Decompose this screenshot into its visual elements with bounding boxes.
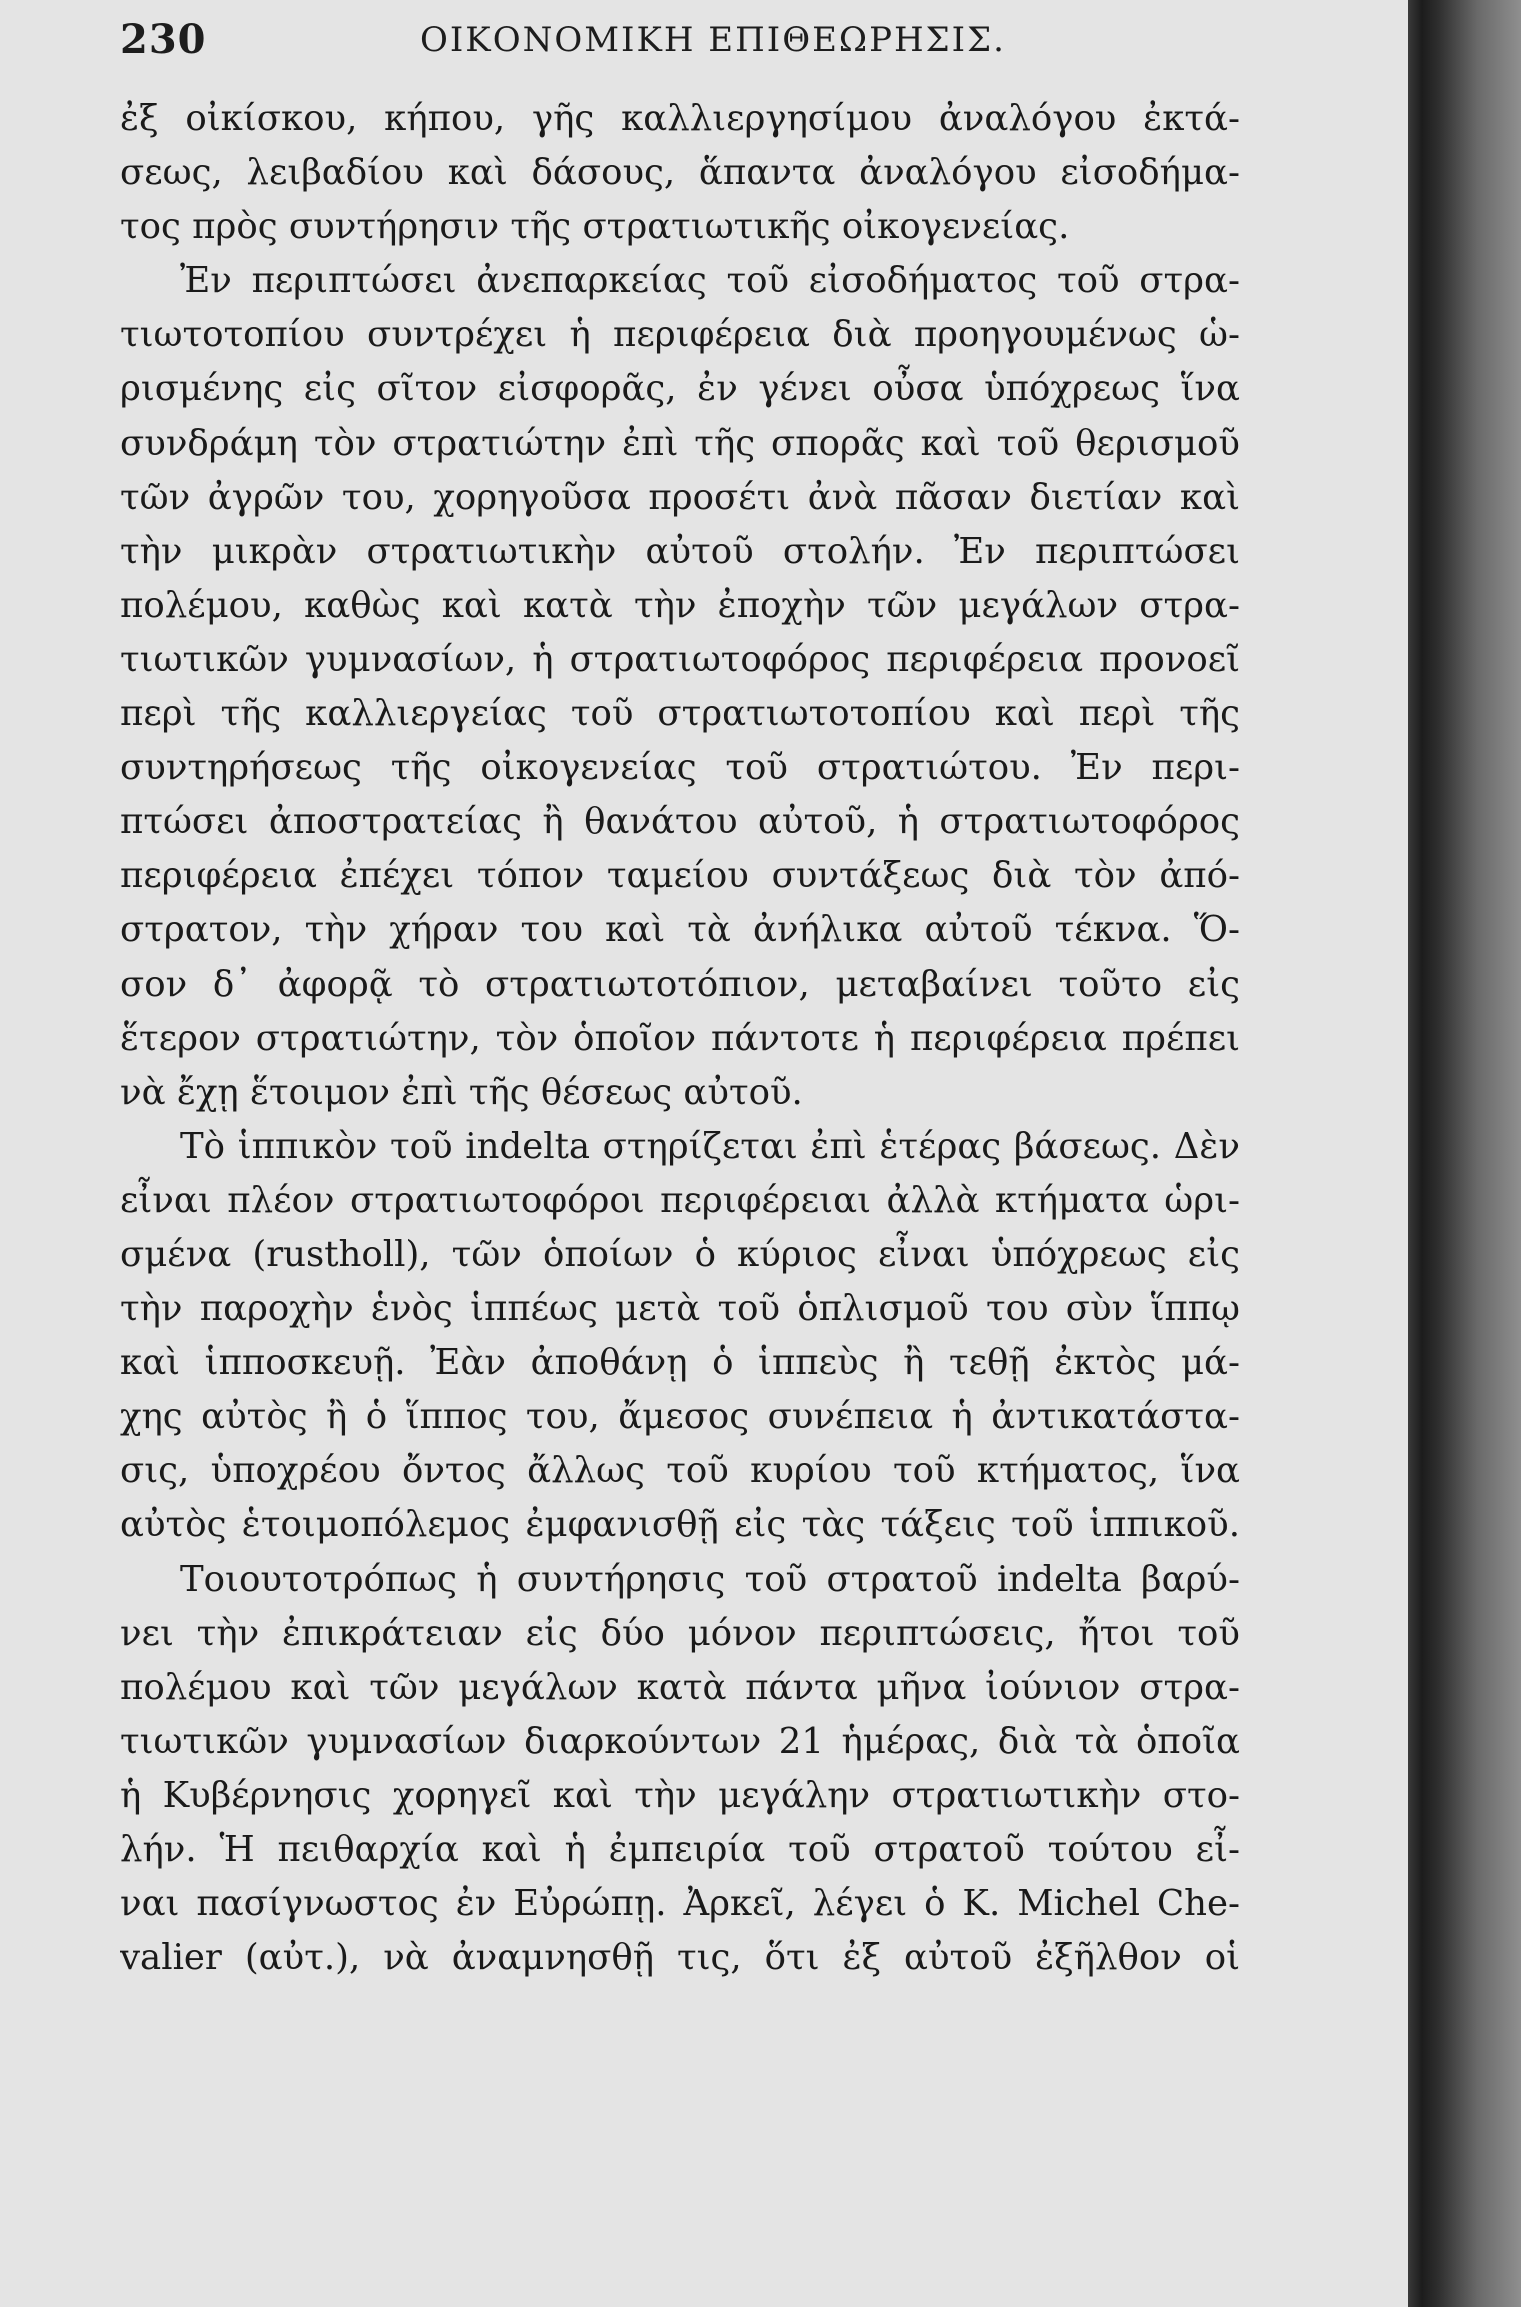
text-line: σμένα (rustholl), τῶν ὁποίων ὁ κύριος εἶναι ὑπόχρεως εἰς (120, 1233, 1240, 1275)
text-line: Ἐν περιπτώσει ἀνεπαρκείας τοῦ εἰσοδήματος τοῦ στρα- (180, 260, 1240, 302)
text-line: τὴν μικρὰν στρατιωτικὴν αὐτοῦ στολήν. Ἐν περιπτώσει (120, 530, 1240, 572)
text-line: valier (αὐτ.), νὰ ἀναμνησθῇ τις, ὅτι ἐξ αὐτοῦ ἐξῆλθον οἱ (120, 1937, 1240, 1979)
text-line: τῶν ἀγρῶν του, χορηγοῦσα προσέτι ἀνὰ πᾶσαν διετίαν καὶ (120, 476, 1240, 518)
text-line: ἡ Κυβέρνησις χορηγεῖ καὶ τὴν μεγάλην στρατιωτικὴν στο- (120, 1774, 1240, 1816)
text-line: ἐξ οἰκίσκου, κήπου, γῆς καλλιεργησίμου ἀναλόγου ἐκτά- (120, 98, 1240, 139)
text-line: ρισμένης εἰς σῖτον εἰσφορᾶς, ἐν γένει οὖσα ὑπόχρεως ἵνα (120, 368, 1240, 410)
book-gutter-shadow (1408, 0, 1521, 2307)
text-line: συνδράμη τὸν στρατιώτην ἐπὶ τῆς σπορᾶς καὶ τοῦ θερισμοῦ (120, 422, 1240, 464)
text-line: Τὸ ἱππικὸν τοῦ indelta στηρίζεται ἐπὶ ἑτέρας βάσεως. Δὲν (180, 1125, 1240, 1167)
page-number: 230 (120, 16, 207, 63)
text-line: συντηρήσεως τῆς οἰκογενείας τοῦ στρατιώτου. Ἐν περι- (120, 747, 1240, 789)
text-line: περὶ τῆς καλλιεργείας τοῦ στρατιωτοτοπίου καὶ περὶ τῆς (120, 693, 1240, 735)
text-line: σις, ὑποχρέου ὄντος ἄλλως τοῦ κυρίου τοῦ κτήματος, ἵνα (120, 1450, 1240, 1492)
running-head: ΟΙΚΟΝΟΜΙΚΗ ΕΠΙΘΕΩΡΗΣΙΣ. (420, 20, 1006, 60)
text-line: στρατον, τὴν χήραν του καὶ τὰ ἀνήλικα αὐτοῦ τέκνα. Ὅ- (120, 909, 1240, 951)
text-line: περιφέρεια ἐπέχει τόπον ταμείου συντάξεως διὰ τὸν ἀπό- (120, 855, 1240, 897)
text-line: σεως, λειβαδίου καὶ δάσους, ἅπαντα ἀναλόγου εἰσοδήμα- (120, 152, 1240, 194)
body-text (120, 92, 1240, 1985)
text-line: νει τὴν ἐπικράτειαν εἰς δύο μόνον περιπτώσεις, ἤτοι τοῦ (120, 1612, 1240, 1654)
text-line: ἕτερον στρατιώτην, τὸν ὁποῖον πάντοτε ἡ περιφέρεια πρέπει (120, 1017, 1240, 1059)
text-line: ναι πασίγνωστος ἐν Εὐρώπῃ. Ἀρκεῖ, λέγει ὁ Κ. Michel Che- (120, 1883, 1240, 1925)
text-line: λήν. Ἡ πειθαρχία καὶ ἡ ἐμπειρία τοῦ στρατοῦ τούτου εἶ- (120, 1829, 1240, 1870)
text-line: τιωτικῶν γυμνασίων διαρκούντων 21 ἡμέρας, διὰ τὰ ὁποῖα (120, 1720, 1240, 1762)
text-line: τιωτικῶν γυμνασίων, ἡ στρατιωτοφόρος περιφέρεια προνοεῖ (120, 638, 1240, 680)
text-line: Τοιουτοτρόπως ἡ συντήρησις τοῦ στρατοῦ indelta βαρύ- (180, 1558, 1240, 1600)
text-line: τὴν παροχὴν ἑνὸς ἱππέως μετὰ τοῦ ὁπλισμοῦ του σὺν ἵππῳ (120, 1288, 1240, 1330)
text-line: τιωτοτοπίου συντρέχει ἡ περιφέρεια διὰ προηγουμένως ὡ- (120, 314, 1240, 356)
text-line: καὶ ἱπποσκευῇ. Ἐὰν ἀποθάνῃ ὁ ἱππεὺς ἢ τεθῇ ἐκτὸς μά- (120, 1342, 1240, 1384)
text-line: εἶναι πλέον στρατιωτοφόροι περιφέρειαι ἀλλὰ κτήματα ὡρι- (120, 1179, 1240, 1221)
text-line: πολέμου, καθὼς καὶ κατὰ τὴν ἐποχὴν τῶν μεγάλων στρα- (120, 584, 1240, 626)
text-line: πολέμου καὶ τῶν μεγάλων κατὰ πάντα μῆνα ἰούνιον στρα- (120, 1666, 1240, 1708)
text-line: πτώσει ἀποστρατείας ἢ θανάτου αὐτοῦ, ἡ στρατιωτοφόρος (120, 801, 1240, 843)
text-line: νὰ ἔχῃ ἕτοιμον ἐπὶ τῆς θέσεως αὐτοῦ. (120, 1071, 803, 1113)
page-header (120, 10, 1320, 70)
text-line: τος πρὸς συντήρησιν τῆς στρατιωτικῆς οἰκογενείας. (120, 206, 1070, 248)
text-line: αὐτὸς ἑτοιμοπόλεμος ἐμφανισθῇ εἰς τὰς τάξεις τοῦ ἱππικοῦ. (120, 1504, 1240, 1546)
text-line: σον δ᾽ ἀφορᾷ τὸ στρατιωτοτόπιον, μεταβαίνει τοῦτο εἰς (120, 963, 1240, 1005)
text-line: χης αὐτὸς ἢ ὁ ἵππος του, ἄμεσος συνέπεια ἡ ἀντικατάστα- (120, 1396, 1240, 1438)
